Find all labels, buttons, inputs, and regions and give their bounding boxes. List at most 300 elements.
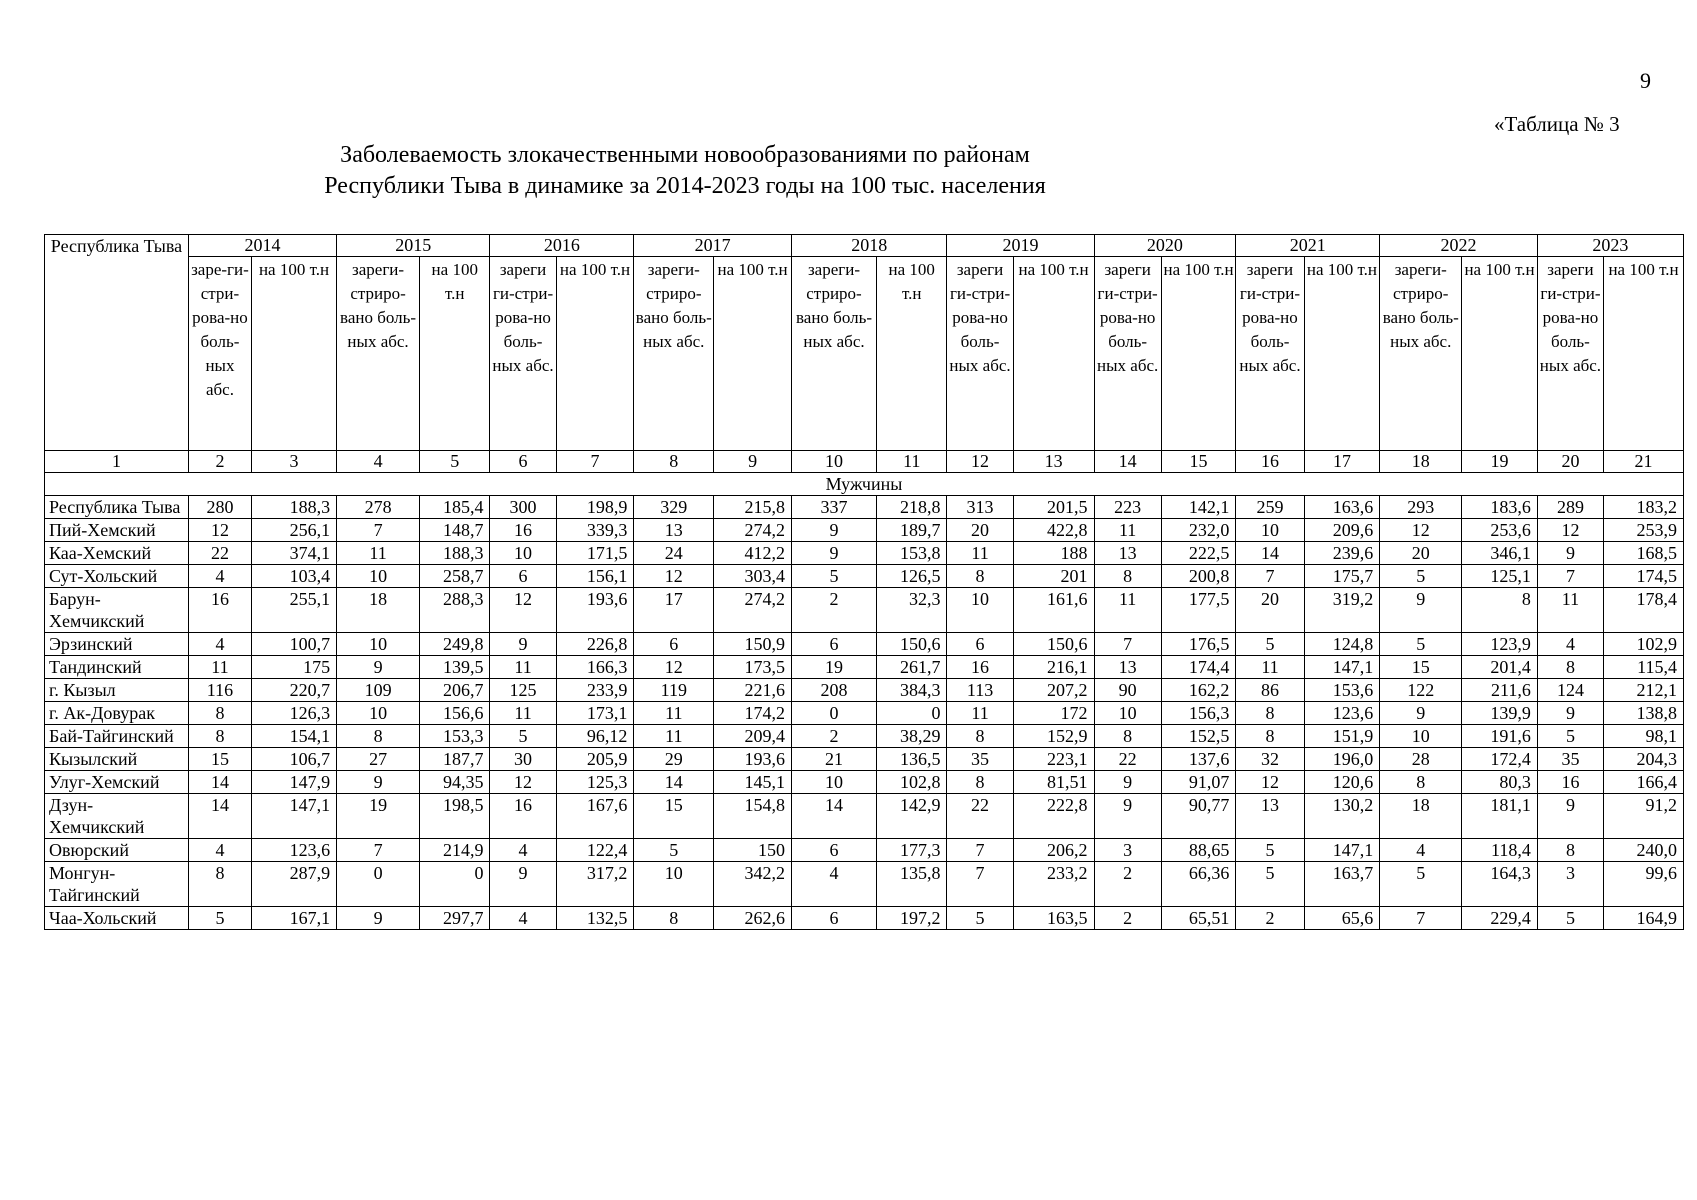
rate-header: на 100 т.н [1304,257,1380,451]
registered-cell: 9 [1380,702,1462,725]
registered-cell: 289 [1537,496,1603,519]
rate-cell: 274,2 [714,519,792,542]
region-name: Бай-Тайгинский [45,725,189,748]
rate-cell: 177,3 [877,839,947,862]
registered-cell: 18 [337,588,420,633]
registered-cell: 16 [490,519,556,542]
registered-cell: 329 [634,496,714,519]
section-label: Мужчины [45,473,1684,496]
registered-cell: 10 [337,702,420,725]
registered-cell: 13 [634,519,714,542]
registered-cell: 8 [1380,771,1462,794]
table-row [45,771,1684,794]
rate-cell: 147,1 [1304,839,1380,862]
rate-cell: 164,3 [1462,862,1538,907]
rate-cell: 91,2 [1604,794,1684,839]
registered-cell: 9 [1537,794,1603,839]
rate-cell: 168,5 [1604,542,1684,565]
registered-cell: 9 [490,862,556,907]
subheader-row [45,257,1684,451]
table-row [45,656,1684,679]
rate-cell: 193,6 [714,748,792,771]
column-number: 10 [791,451,876,473]
rate-cell: 205,9 [556,748,634,771]
rate-cell: 156,3 [1161,702,1236,725]
registered-cell: 4 [1380,839,1462,862]
registered-cell: 8 [1236,702,1304,725]
incidence-table [44,234,1684,930]
registered-cell: 11 [947,542,1013,565]
registered-cell: 14 [188,771,251,794]
rate-cell: 223,1 [1013,748,1094,771]
rate-cell: 172,4 [1462,748,1538,771]
registered-cell: 11 [188,656,251,679]
registered-cell: 22 [1094,748,1161,771]
rate-cell: 115,4 [1604,656,1684,679]
rate-cell: 181,1 [1462,794,1538,839]
rate-cell: 215,8 [714,496,792,519]
column-number: 8 [634,451,714,473]
region-name: Сут-Хольский [45,565,189,588]
rate-cell: 193,6 [556,588,634,633]
rate-cell: 148,7 [420,519,490,542]
column-number: 3 [251,451,336,473]
column-number: 7 [556,451,634,473]
table-row [45,565,1684,588]
rate-cell: 222,5 [1161,542,1236,565]
registered-cell: 124 [1537,679,1603,702]
region-name: Пий-Хемский [45,519,189,542]
registered-cell: 15 [1380,656,1462,679]
rate-cell: 147,1 [1304,656,1380,679]
registered-cell: 11 [1094,588,1161,633]
rate-cell: 173,1 [556,702,634,725]
rate-cell: 206,7 [420,679,490,702]
registered-header: зареги-стриро-вано боль-ных абс. [1380,257,1462,451]
registered-cell: 2 [791,588,876,633]
rate-cell: 153,3 [420,725,490,748]
rate-cell: 201,4 [1462,656,1538,679]
rate-cell: 142,9 [877,794,947,839]
registered-cell: 14 [634,771,714,794]
rate-cell: 163,5 [1013,907,1094,930]
year-header: 2018 [791,235,946,257]
registered-cell: 2 [1094,862,1161,907]
year-header: 2014 [188,235,336,257]
column-number: 18 [1380,451,1462,473]
rate-header: на 100 т.н [420,257,490,451]
year-header-row [45,235,1684,257]
section-row [45,473,1684,496]
table-row [45,496,1684,519]
region-name: Дзун-Хемчикский [45,794,189,839]
rate-cell: 173,5 [714,656,792,679]
registered-cell: 28 [1380,748,1462,771]
rate-cell: 174,4 [1161,656,1236,679]
registered-cell: 9 [1094,771,1161,794]
registered-header: зареги ги-стри-рова-но боль-ных абс. [490,257,556,451]
rate-cell: 233,9 [556,679,634,702]
registered-header: зареги ги-стри-рова-но боль-ных абс. [1236,257,1304,451]
rate-cell: 185,4 [420,496,490,519]
rate-cell: 253,6 [1462,519,1538,542]
rate-cell: 154,1 [251,725,336,748]
registered-cell: 109 [337,679,420,702]
registered-cell: 7 [337,839,420,862]
registered-cell: 5 [1236,633,1304,656]
registered-cell: 35 [947,748,1013,771]
rate-cell: 175 [251,656,336,679]
rate-cell: 175,7 [1304,565,1380,588]
registered-cell: 5 [188,907,251,930]
rate-cell: 319,2 [1304,588,1380,633]
rate-cell: 122,4 [556,839,634,862]
rate-cell: 256,1 [251,519,336,542]
registered-cell: 11 [1094,519,1161,542]
registered-cell: 7 [1537,565,1603,588]
rate-cell: 150,6 [1013,633,1094,656]
rate-header: на 100 т.н [877,257,947,451]
registered-cell: 11 [634,702,714,725]
rate-cell: 91,07 [1161,771,1236,794]
table-row [45,542,1684,565]
column-number: 20 [1537,451,1603,473]
registered-cell: 300 [490,496,556,519]
column-number-row [45,451,1684,473]
registered-cell: 32 [1236,748,1304,771]
registered-cell: 11 [634,725,714,748]
rate-cell: 253,9 [1604,519,1684,542]
year-header: 2016 [490,235,634,257]
registered-cell: 16 [490,794,556,839]
registered-cell: 13 [1094,656,1161,679]
rate-cell: 130,2 [1304,794,1380,839]
registered-cell: 293 [1380,496,1462,519]
rate-cell: 255,1 [251,588,336,633]
rate-cell: 232,0 [1161,519,1236,542]
rate-cell: 150,9 [714,633,792,656]
rate-cell: 171,5 [556,542,634,565]
registered-cell: 22 [188,542,251,565]
rate-header: на 100 т.н [1161,257,1236,451]
registered-cell: 16 [947,656,1013,679]
registered-cell: 5 [490,725,556,748]
rate-cell: 229,4 [1462,907,1538,930]
rate-cell: 220,7 [251,679,336,702]
rate-cell: 80,3 [1462,771,1538,794]
rate-cell: 163,6 [1304,496,1380,519]
rate-cell: 191,6 [1462,725,1538,748]
registered-cell: 5 [634,839,714,862]
registered-cell: 8 [1537,656,1603,679]
registered-cell: 8 [1537,839,1603,862]
column-number: 15 [1161,451,1236,473]
registered-cell: 20 [947,519,1013,542]
table-row [45,588,1684,633]
rate-cell: 342,2 [714,862,792,907]
registered-cell: 9 [1380,588,1462,633]
table-row [45,907,1684,930]
rate-cell: 198,5 [420,794,490,839]
registered-cell: 5 [1236,839,1304,862]
registered-cell: 5 [791,565,876,588]
registered-cell: 2 [1236,907,1304,930]
rate-cell: 96,12 [556,725,634,748]
rate-header: на 100 т.н [1462,257,1538,451]
registered-cell: 4 [188,839,251,862]
registered-cell: 29 [634,748,714,771]
rate-cell: 346,1 [1462,542,1538,565]
registered-cell: 5 [1380,862,1462,907]
registered-cell: 119 [634,679,714,702]
registered-cell: 12 [188,519,251,542]
registered-cell: 259 [1236,496,1304,519]
rate-cell: 221,6 [714,679,792,702]
registered-cell: 12 [1380,519,1462,542]
registered-cell: 9 [337,656,420,679]
rate-cell: 147,9 [251,771,336,794]
rate-cell: 156,1 [556,565,634,588]
registered-cell: 14 [791,794,876,839]
registered-cell: 280 [188,496,251,519]
rate-cell: 126,3 [251,702,336,725]
rate-cell: 204,3 [1604,748,1684,771]
rate-cell: 200,8 [1161,565,1236,588]
table-row [45,679,1684,702]
column-number: 16 [1236,451,1304,473]
registered-cell: 8 [1094,565,1161,588]
rate-cell: 274,2 [714,588,792,633]
rate-cell: 156,6 [420,702,490,725]
rate-cell: 216,1 [1013,656,1094,679]
rate-cell: 139,5 [420,656,490,679]
rate-cell: 172 [1013,702,1094,725]
rate-cell: 152,9 [1013,725,1094,748]
column-number: 17 [1304,451,1380,473]
registered-cell: 12 [634,565,714,588]
registered-cell: 8 [188,862,251,907]
registered-cell: 9 [1537,542,1603,565]
rate-cell: 150,6 [877,633,947,656]
rate-cell: 150 [714,839,792,862]
rate-cell: 189,7 [877,519,947,542]
registered-cell: 6 [634,633,714,656]
column-number: 13 [1013,451,1094,473]
registered-cell: 13 [1094,542,1161,565]
registered-cell: 116 [188,679,251,702]
title-line-1: Заболеваемость злокачественными новообразованиями по районам [340,142,1030,168]
registered-cell: 7 [1094,633,1161,656]
registered-cell: 5 [1537,725,1603,748]
registered-cell: 6 [791,633,876,656]
registered-cell: 208 [791,679,876,702]
rate-cell: 201 [1013,565,1094,588]
rate-cell: 132,5 [556,907,634,930]
table-label: «Таблица № 3 [1494,112,1620,136]
rate-cell: 154,8 [714,794,792,839]
registered-cell: 9 [1094,794,1161,839]
table-row [45,702,1684,725]
rate-cell: 249,8 [420,633,490,656]
registered-cell: 11 [490,656,556,679]
column-number: 14 [1094,451,1161,473]
rate-cell: 207,2 [1013,679,1094,702]
registered-cell: 14 [1236,542,1304,565]
rate-cell: 177,5 [1161,588,1236,633]
column-number: 9 [714,451,792,473]
rate-cell: 123,6 [251,839,336,862]
registered-cell: 20 [1380,542,1462,565]
rate-cell: 214,9 [420,839,490,862]
registered-cell: 86 [1236,679,1304,702]
rate-cell: 209,4 [714,725,792,748]
registered-cell: 10 [791,771,876,794]
rate-cell: 164,9 [1604,907,1684,930]
registered-cell: 20 [1236,588,1304,633]
rate-cell: 88,65 [1161,839,1236,862]
rate-cell: 162,2 [1161,679,1236,702]
registered-cell: 9 [1537,702,1603,725]
rate-cell: 94,35 [420,771,490,794]
rate-cell: 163,7 [1304,862,1380,907]
rate-cell: 178,4 [1604,588,1684,633]
column-number: 11 [877,451,947,473]
rate-cell: 102,9 [1604,633,1684,656]
registered-cell: 10 [1380,725,1462,748]
rate-cell: 153,6 [1304,679,1380,702]
registered-cell: 7 [947,839,1013,862]
rate-cell: 125,3 [556,771,634,794]
rate-cell: 198,9 [556,496,634,519]
registered-cell: 18 [1380,794,1462,839]
rate-cell: 287,9 [251,862,336,907]
region-name: г. Кызыл [45,679,189,702]
rate-cell: 102,8 [877,771,947,794]
registered-header: зареги-стриро-вано боль-ных абс. [634,257,714,451]
rate-cell: 161,6 [1013,588,1094,633]
rate-cell: 98,1 [1604,725,1684,748]
rate-header: на 100 т.н [714,257,792,451]
rate-cell: 66,36 [1161,862,1236,907]
rate-cell: 32,3 [877,588,947,633]
registered-cell: 0 [337,862,420,907]
registered-header: заре-ги-стри-рова-но боль-ных абс. [188,257,251,451]
registered-cell: 5 [1537,907,1603,930]
rate-cell: 422,8 [1013,519,1094,542]
registered-cell: 12 [1537,519,1603,542]
registered-cell: 8 [947,565,1013,588]
rate-cell: 142,1 [1161,496,1236,519]
registered-cell: 4 [1537,633,1603,656]
rate-cell: 188 [1013,542,1094,565]
registered-cell: 7 [1380,907,1462,930]
rate-cell: 218,8 [877,496,947,519]
registered-cell: 16 [188,588,251,633]
registered-cell: 6 [791,839,876,862]
registered-cell: 27 [337,748,420,771]
year-header: 2020 [1094,235,1236,257]
registered-cell: 8 [1094,725,1161,748]
registered-cell: 6 [791,907,876,930]
document-title [0,140,1370,202]
rate-cell: 196,0 [1304,748,1380,771]
region-name: Каа-Хемский [45,542,189,565]
rate-cell: 240,0 [1604,839,1684,862]
registered-cell: 125 [490,679,556,702]
rate-cell: 103,4 [251,565,336,588]
registered-cell: 2 [791,725,876,748]
registered-header: зареги ги-стри-рова-но боль-ных абс. [947,257,1013,451]
year-header: 2019 [947,235,1094,257]
rate-cell: 147,1 [251,794,336,839]
column-number: 19 [1462,451,1538,473]
year-header: 2021 [1236,235,1380,257]
rate-cell: 167,6 [556,794,634,839]
column-number: 6 [490,451,556,473]
column-number: 4 [337,451,420,473]
rate-cell: 81,51 [1013,771,1094,794]
region-name: Кызылский [45,748,189,771]
registered-cell: 24 [634,542,714,565]
rate-cell: 137,6 [1161,748,1236,771]
registered-cell: 90 [1094,679,1161,702]
rate-cell: 166,4 [1604,771,1684,794]
table-row [45,519,1684,542]
rate-cell: 136,5 [877,748,947,771]
region-name: Монгун-Тайгинский [45,862,189,907]
table-row [45,794,1684,839]
registered-cell: 19 [337,794,420,839]
rate-cell: 152,5 [1161,725,1236,748]
registered-cell: 11 [947,702,1013,725]
registered-cell: 10 [337,565,420,588]
rate-cell: 176,5 [1161,633,1236,656]
registered-cell: 4 [791,862,876,907]
region-name: Барун-Хемчикский [45,588,189,633]
registered-cell: 7 [337,519,420,542]
rate-cell: 288,3 [420,588,490,633]
rate-cell: 211,6 [1462,679,1538,702]
rate-cell: 303,4 [714,565,792,588]
rate-cell: 206,2 [1013,839,1094,862]
registered-cell: 9 [791,542,876,565]
registered-cell: 3 [1537,862,1603,907]
rate-cell: 262,6 [714,907,792,930]
rate-cell: 123,6 [1304,702,1380,725]
rate-cell: 174,5 [1604,565,1684,588]
registered-cell: 35 [1537,748,1603,771]
registered-cell: 7 [947,862,1013,907]
registered-cell: 8 [337,725,420,748]
rate-cell: 135,8 [877,862,947,907]
rate-cell: 153,8 [877,542,947,565]
rate-cell: 188,3 [420,542,490,565]
registered-cell: 21 [791,748,876,771]
rate-cell: 187,7 [420,748,490,771]
region-column-header: Республика Тыва [45,235,189,451]
registered-cell: 10 [1094,702,1161,725]
registered-cell: 6 [490,565,556,588]
rate-cell: 412,2 [714,542,792,565]
rate-cell: 99,6 [1604,862,1684,907]
registered-cell: 0 [791,702,876,725]
rate-cell: 139,9 [1462,702,1538,725]
region-name: Чаа-Хольский [45,907,189,930]
registered-cell: 223 [1094,496,1161,519]
column-number: 2 [188,451,251,473]
registered-cell: 5 [1380,633,1462,656]
region-name: Республика Тыва [45,496,189,519]
